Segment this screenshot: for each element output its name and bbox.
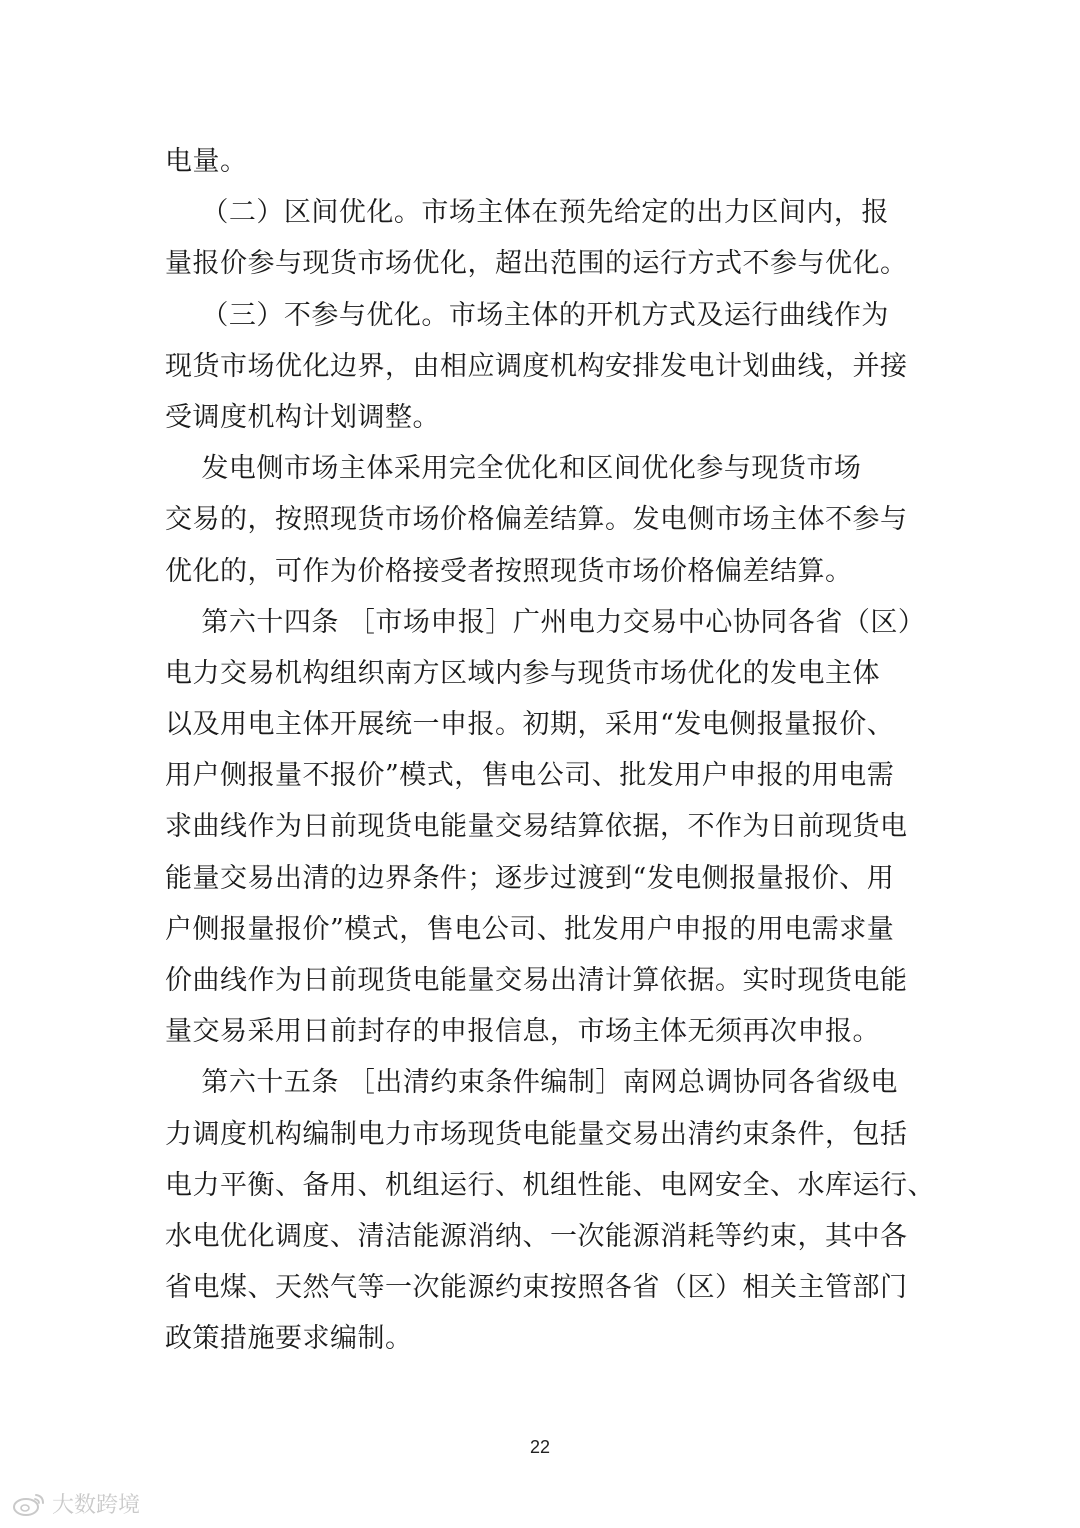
text-line: 第六十五条 ［出清约束条件编制］南网总调协同各省级电 xyxy=(165,1067,898,1099)
body-text xyxy=(165,136,940,1365)
watermark-text: 大数跨境 xyxy=(52,1493,141,1518)
text-line: 电力交易机构组织南方区域内参与现货市场优化的发电主体 xyxy=(165,657,880,689)
text-line: 量交易采用日前封存的申报信息，市场主体无须再次申报。 xyxy=(165,1016,880,1048)
text-line: 力调度机构编制电力市场现货电能量交易出清约束条件，包括 xyxy=(165,1118,908,1150)
text-line: 水电优化调度、清洁能源消纳、一次能源消耗等约束，其中各 xyxy=(165,1220,908,1252)
text-line: 户侧报量报价”模式，售电公司、批发用户申报的用电需求量 xyxy=(165,913,895,945)
text-line: 政策措施要求编制。 xyxy=(165,1323,413,1355)
text-line: 能量交易出清的边界条件；逐步过渡到“发电侧报量报价、用 xyxy=(165,862,895,894)
text-line: （二）区间优化。市场主体在预先给定的出力区间内，报 xyxy=(165,197,889,229)
text-line: 交易的，按照现货市场价格偏差结算。发电侧市场主体不参与 xyxy=(165,504,908,536)
text-line: 优化的，可作为价格接受者按照现货市场价格偏差结算。 xyxy=(165,555,853,587)
text-line: 量报价参与现货市场优化，超出范围的运行方式不参与优化。 xyxy=(165,248,908,280)
text-line: 第六十四条 ［市场申报］广州电力交易中心协同各省（区） xyxy=(165,606,926,638)
text-line: 以及用电主体开展统一申报。初期，采用“发电侧报量报价、 xyxy=(165,709,895,741)
text-line: 电量。 xyxy=(165,146,248,177)
watermark xyxy=(12,1488,140,1519)
text-line: 求曲线作为日前现货电能量交易结算依据，不作为日前现货电 xyxy=(165,811,908,843)
text-line: 用户侧报量不报价”模式，售电公司、批发用户申报的用电需 xyxy=(165,760,895,792)
text-line: 价曲线作为日前现货电能量交易出清计算依据。实时现货电能 xyxy=(165,965,908,996)
text-line: 发电侧市场主体采用完全优化和区间优化参与现货市场 xyxy=(165,453,862,485)
text-line: 受调度机构计划调整。 xyxy=(165,401,440,433)
page-number: 22 xyxy=(529,1437,551,1457)
text-line: （三）不参与优化。市场主体的开机方式及运行曲线作为 xyxy=(165,299,889,331)
weibo-icon xyxy=(12,1491,46,1517)
text-line: 现货市场优化边界，由相应调度机构安排发电计划曲线，并接 xyxy=(165,350,908,382)
text-line: 省电煤、天然气等一次能源约束按照各省（区）相关主管部门 xyxy=(165,1272,908,1304)
text-line: 电力平衡、备用、机组运行、机组性能、电网安全、水库运行、 xyxy=(165,1169,935,1201)
